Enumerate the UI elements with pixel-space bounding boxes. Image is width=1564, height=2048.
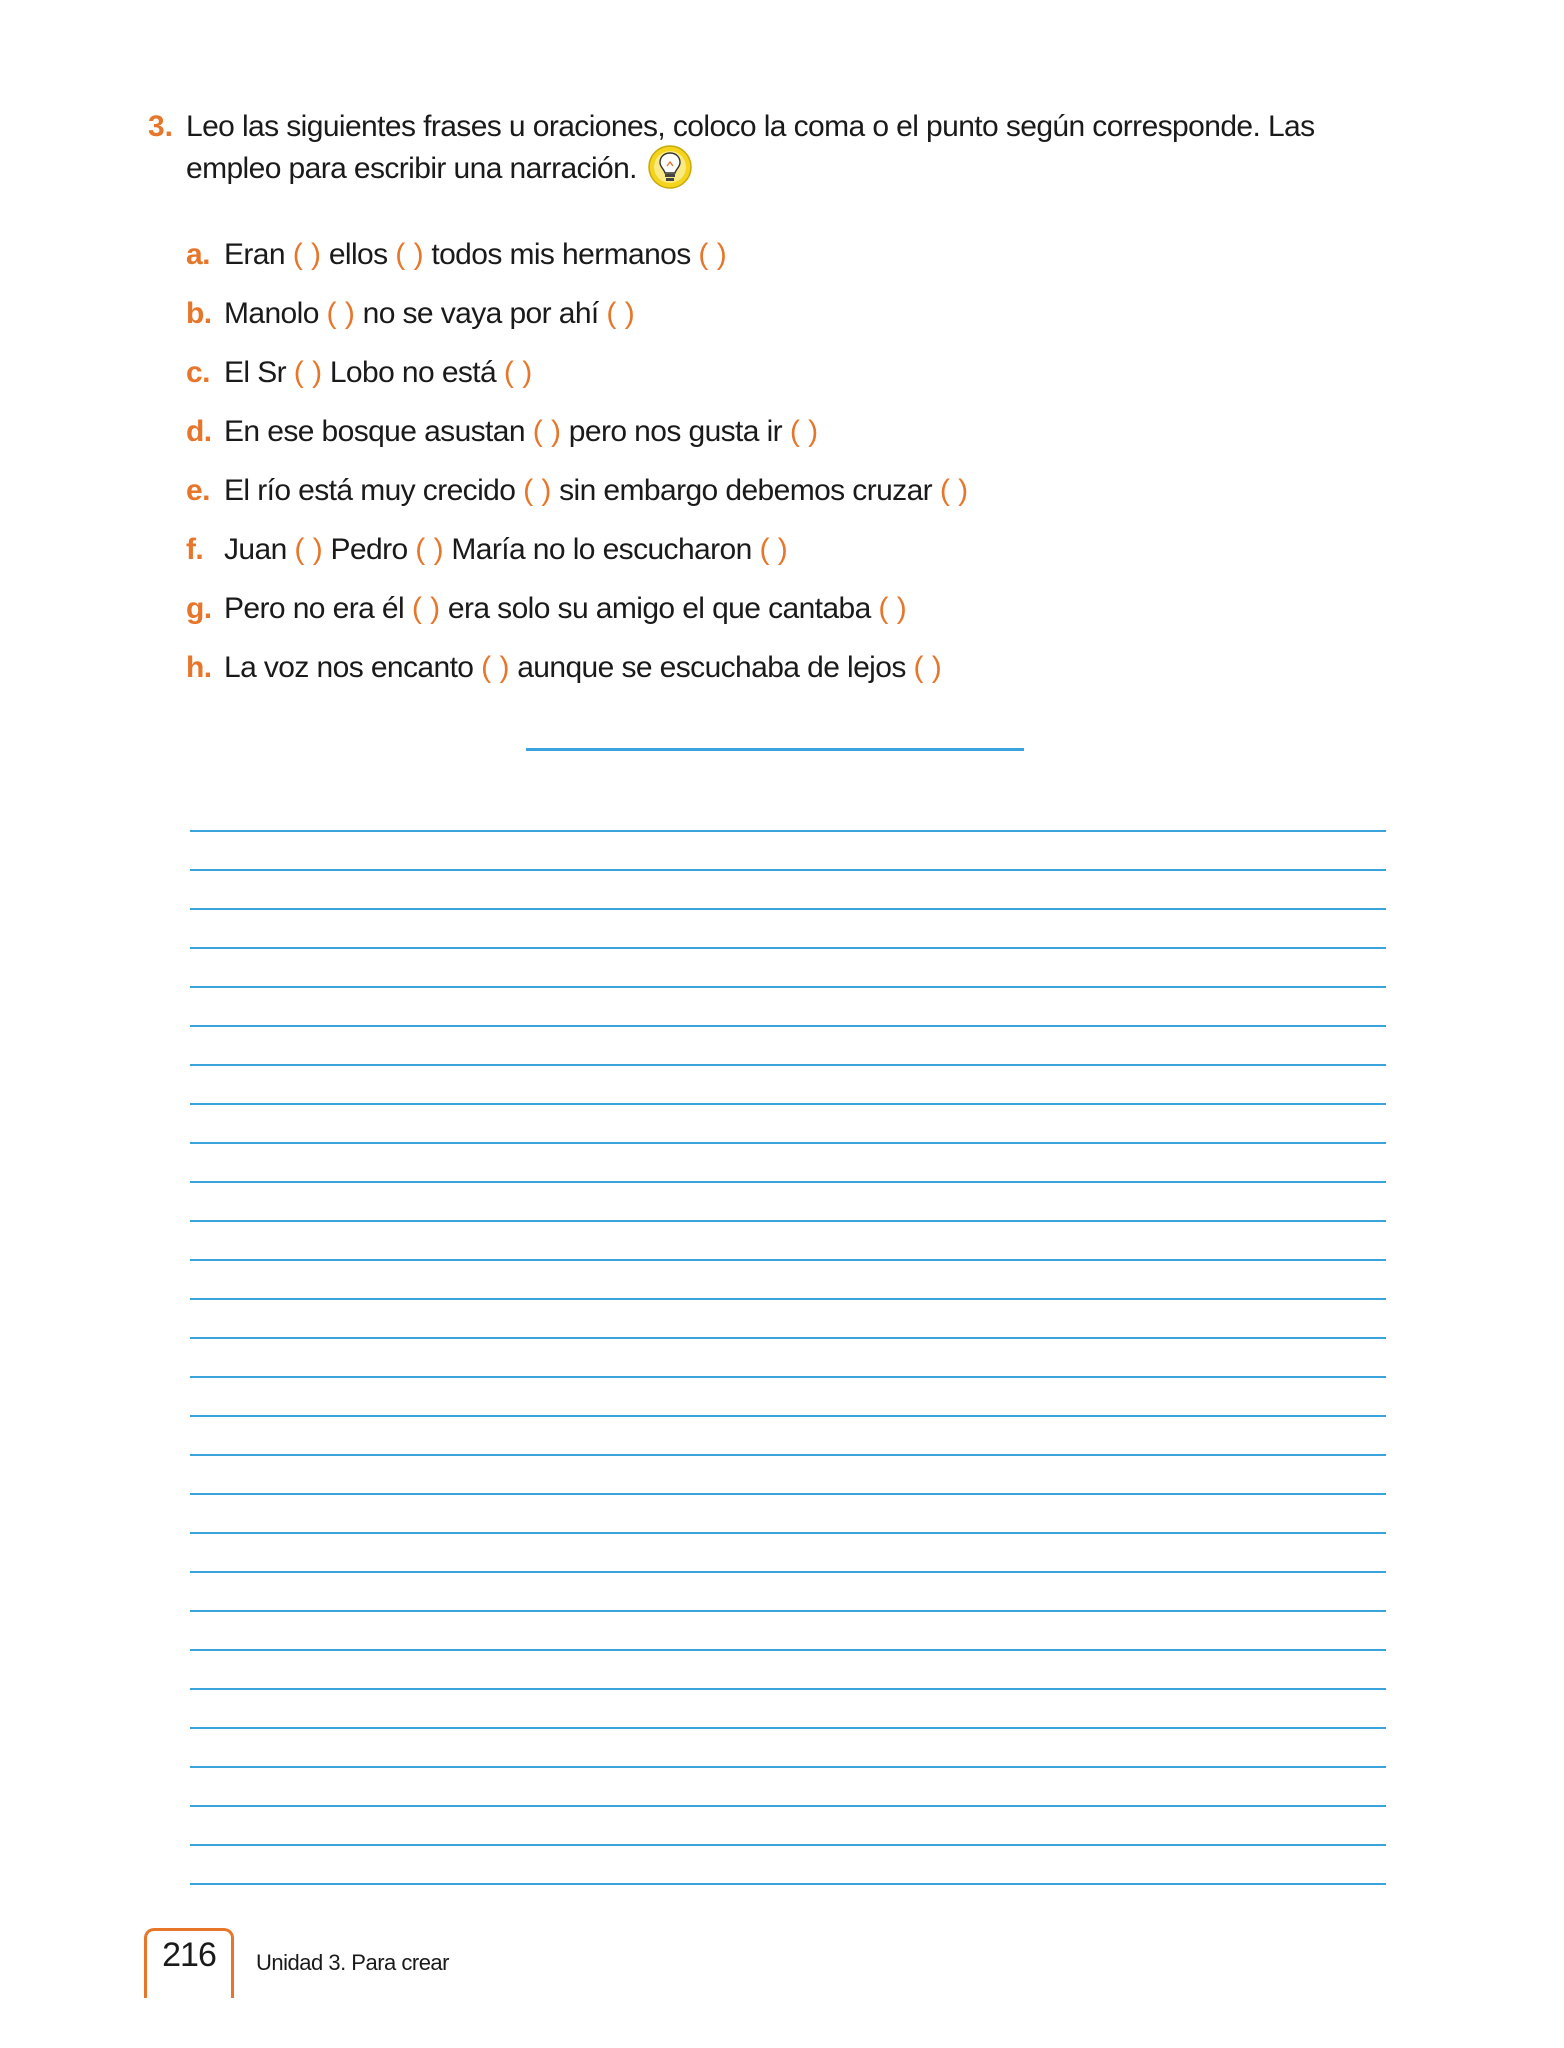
- punctuation-blank[interactable]: ( ): [789, 415, 819, 448]
- sentence-fragment: ellos: [328, 238, 388, 271]
- punctuation-blank[interactable]: ( ): [878, 592, 907, 625]
- sentence-item: [186, 291, 968, 350]
- writing-line[interactable]: [190, 1649, 1386, 1651]
- writing-line[interactable]: [190, 1571, 1386, 1573]
- punctuation-blank[interactable]: ( ): [292, 238, 322, 271]
- sentence-fragment: sin embargo debemos cruzar: [559, 474, 933, 507]
- writing-line[interactable]: [190, 1805, 1386, 1807]
- lightbulb-icon: [647, 144, 693, 190]
- punctuation-blank[interactable]: ( ): [411, 592, 441, 625]
- punctuation-blank[interactable]: ( ): [326, 297, 355, 330]
- sentence-fragment: aunque se escuchaba de lejos: [517, 651, 906, 684]
- punctuation-blank[interactable]: ( ): [939, 474, 969, 507]
- writing-area[interactable]: [190, 830, 1386, 1922]
- punctuation-blank[interactable]: ( ): [759, 533, 788, 566]
- writing-line[interactable]: [190, 1103, 1386, 1105]
- punctuation-blank[interactable]: ( ): [698, 238, 727, 271]
- sentence-item: [186, 409, 968, 468]
- writing-line[interactable]: [190, 1688, 1386, 1690]
- writing-line[interactable]: [190, 1181, 1386, 1183]
- exercise-number: 3.: [148, 110, 174, 143]
- writing-line[interactable]: [190, 1532, 1386, 1534]
- item-letter: c.: [186, 356, 210, 389]
- writing-line[interactable]: [190, 1415, 1386, 1417]
- page-number: 216: [162, 1936, 216, 1974]
- sentence-fragment: Pedro: [330, 533, 408, 566]
- sentence-fragment: El río está muy crecido: [224, 474, 516, 507]
- writing-line[interactable]: [190, 830, 1386, 832]
- sentence-item: [186, 527, 968, 586]
- instruction-text: Leo las siguientes frases u oraciones, coloco la coma o el punto según corresponde. Las empleo para escribir una narración.: [186, 110, 1315, 185]
- writing-line[interactable]: [190, 1337, 1386, 1339]
- item-letter: d.: [186, 415, 212, 448]
- writing-line[interactable]: [190, 1376, 1386, 1378]
- punctuation-blank[interactable]: ( ): [294, 533, 323, 566]
- sentence-fragment: María no lo escucharon: [451, 533, 752, 566]
- sentence-fragment: Eran: [224, 238, 285, 271]
- punctuation-blank[interactable]: ( ): [606, 297, 635, 330]
- sentence-fragment: En ese bosque asustan: [224, 415, 525, 448]
- sentence-item: [186, 586, 968, 645]
- punctuation-blank[interactable]: ( ): [395, 238, 424, 271]
- writing-line[interactable]: [190, 1766, 1386, 1768]
- writing-line[interactable]: [190, 1220, 1386, 1222]
- writing-line[interactable]: [190, 1844, 1386, 1846]
- sentence-item: [186, 645, 968, 704]
- punctuation-blank[interactable]: ( ): [523, 474, 552, 507]
- writing-line[interactable]: [190, 1142, 1386, 1144]
- punctuation-blank[interactable]: ( ): [293, 356, 323, 389]
- title-writing-line[interactable]: [526, 748, 1024, 751]
- punctuation-blank[interactable]: ( ): [481, 651, 510, 684]
- writing-line[interactable]: [190, 1454, 1386, 1456]
- sentence-fragment: El Sr: [224, 356, 287, 389]
- writing-line[interactable]: [190, 908, 1386, 910]
- sentence-fragment: pero nos gusta ir: [568, 415, 783, 448]
- sentence-item: [186, 232, 968, 291]
- sentence-list: [186, 232, 968, 704]
- unit-label: Unidad 3. Para crear: [256, 1950, 449, 1975]
- sentence-fragment: Pero no era él: [224, 592, 405, 625]
- punctuation-blank[interactable]: ( ): [532, 415, 562, 448]
- exercise-instruction: [186, 106, 1391, 190]
- exercise-header: [148, 106, 1398, 190]
- item-letter: h.: [186, 651, 212, 684]
- sentence-fragment: Lobo no está: [329, 356, 497, 389]
- writing-line[interactable]: [190, 1883, 1386, 1885]
- writing-line[interactable]: [190, 1727, 1386, 1729]
- writing-line[interactable]: [190, 869, 1386, 871]
- item-letter: a.: [186, 238, 210, 271]
- sentence-fragment: no se vaya por ahí: [362, 297, 599, 330]
- punctuation-blank[interactable]: ( ): [913, 651, 942, 684]
- item-letter: f.: [186, 533, 204, 566]
- item-letter: g.: [186, 592, 212, 625]
- sentence-fragment: La voz nos encanto: [224, 651, 474, 684]
- writing-line[interactable]: [190, 1493, 1386, 1495]
- writing-line[interactable]: [190, 1259, 1386, 1261]
- punctuation-blank[interactable]: ( ): [415, 533, 444, 566]
- item-letter: e.: [186, 474, 210, 507]
- sentence-item: [186, 350, 968, 409]
- punctuation-blank[interactable]: ( ): [503, 356, 533, 389]
- writing-line[interactable]: [190, 1025, 1386, 1027]
- sentence-fragment: todos mis hermanos: [431, 238, 691, 271]
- sentence-item: [186, 468, 968, 527]
- sentence-fragment: Juan: [224, 533, 287, 566]
- writing-line[interactable]: [190, 947, 1386, 949]
- writing-line[interactable]: [190, 986, 1386, 988]
- sentence-fragment: Manolo: [224, 297, 319, 330]
- exercise-3: [148, 106, 1398, 190]
- item-letter: b.: [186, 297, 212, 330]
- writing-line[interactable]: [190, 1298, 1386, 1300]
- writing-line[interactable]: [190, 1610, 1386, 1612]
- writing-line[interactable]: [190, 1064, 1386, 1066]
- sentence-fragment: era solo su amigo el que cantaba: [447, 592, 871, 625]
